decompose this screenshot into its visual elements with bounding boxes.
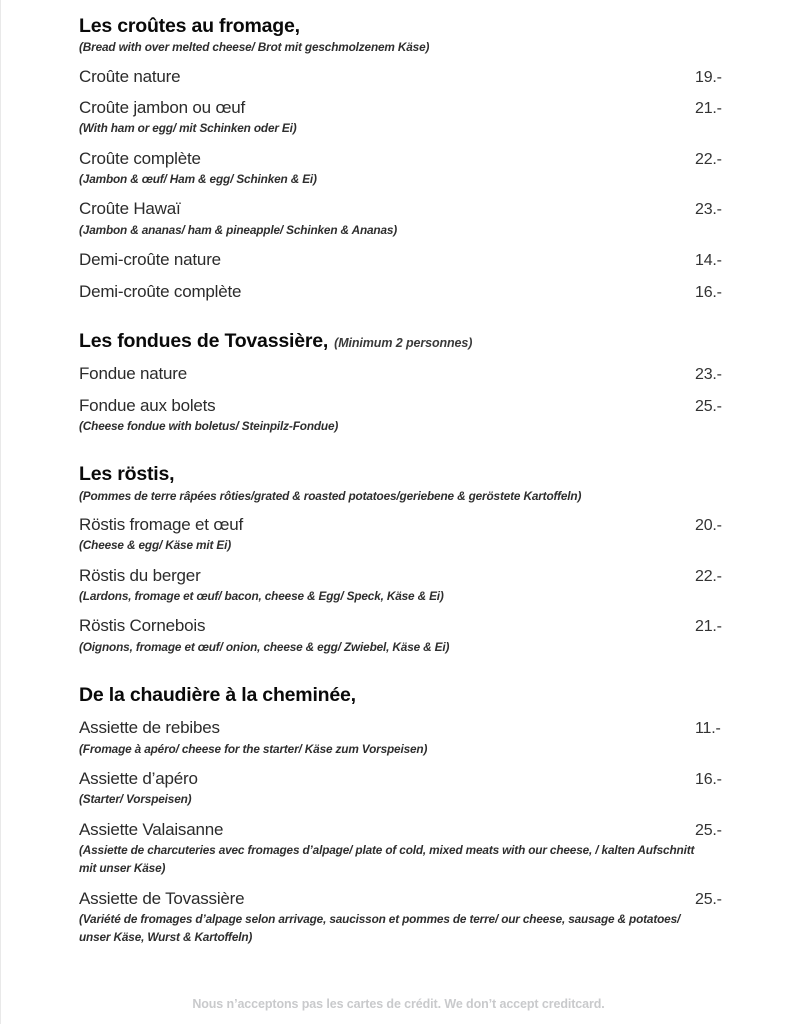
menu-item-description: (With ham or egg/ mit Schinken oder Ei) bbox=[79, 121, 297, 136]
menu-item-description: (Lardons, fromage et œuf/ bacon, cheese & Egg/ Speck, Käse & Ei) bbox=[79, 589, 444, 604]
menu-item bbox=[79, 98, 779, 138]
menu-item-row bbox=[79, 769, 779, 789]
section-heading bbox=[79, 683, 779, 707]
menu-item bbox=[79, 769, 779, 809]
menu-item bbox=[79, 250, 779, 270]
section-title: Les röstis, bbox=[79, 463, 175, 486]
section-heading bbox=[79, 462, 779, 486]
menu-item-price: 11.- bbox=[695, 720, 721, 738]
section-title: Les croûtes au fromage, bbox=[79, 15, 300, 37]
menu-item-price: 22.- bbox=[695, 150, 722, 168]
menu-item-name: Röstis du berger bbox=[79, 565, 201, 585]
menu-item-row bbox=[79, 515, 779, 535]
menu-item-price: 25.- bbox=[695, 397, 722, 415]
menu-item-price: 21.- bbox=[695, 100, 722, 118]
menu-item-row bbox=[79, 282, 779, 302]
menu-item-name: Demi-croûte nature bbox=[79, 250, 221, 270]
menu-item bbox=[79, 889, 779, 947]
menu-item-description: (Jambon & œuf/ Ham & egg/ Schinken & Ei) bbox=[79, 172, 317, 187]
menu-item-description: (Jambon & ananas/ ham & pineapple/ Schinken & Ananas) bbox=[79, 222, 398, 237]
menu-item-row bbox=[79, 820, 779, 840]
menu-item-price: 23.- bbox=[695, 366, 722, 384]
menu-item-row bbox=[79, 67, 779, 87]
menu-item-description: (Fromage à apéro/ cheese for the starter/ Käse zum Vorspeisen) bbox=[79, 741, 428, 756]
menu-item-row bbox=[79, 199, 779, 219]
menu-item bbox=[79, 396, 779, 436]
menu-item-row bbox=[79, 889, 779, 909]
menu-item bbox=[79, 820, 779, 878]
menu-item-description: (Cheese & egg/ Käse mit Ei) bbox=[79, 538, 231, 553]
menu-item-name: Röstis Cornebois bbox=[79, 616, 206, 636]
menu-item-price: 16.- bbox=[695, 771, 722, 789]
menu-item bbox=[79, 67, 779, 87]
menu-item-price: 22.- bbox=[695, 567, 722, 585]
menu-item-name: Croûte jambon ou œuf bbox=[79, 98, 246, 118]
menu-item-row bbox=[79, 616, 779, 636]
menu-section bbox=[79, 14, 779, 302]
menu-item-row bbox=[79, 149, 779, 169]
menu-item-name: Croûte Hawaï bbox=[79, 199, 181, 219]
menu-item-name: Fondue nature bbox=[79, 364, 187, 384]
menu-section bbox=[79, 462, 779, 656]
menu-item-price: 16.- bbox=[695, 283, 722, 301]
menu-item-name: Croûte nature bbox=[79, 66, 181, 86]
menu-item-description: (Assiette de charcuteries avec fromages d’alpage/ plate of cold, mixed meats with our cheese, / kalten Aufschnitt mit unser Käse) bbox=[79, 843, 695, 876]
menu-item bbox=[79, 199, 779, 239]
menu-item-name: Röstis fromage et œuf bbox=[79, 515, 243, 535]
menu-item-price: 21.- bbox=[695, 618, 722, 636]
menu-item-description: (Variété de fromages d’alpage selon arrivage, saucisson et pommes de terre/ our cheese, sausage & potatoes/ unser Käse, Wurst & Kartoffeln) bbox=[79, 912, 681, 945]
menu-item-name: Assiette de Tovassière bbox=[79, 888, 245, 908]
menu-item-row bbox=[79, 566, 779, 586]
menu-item-row bbox=[79, 250, 779, 270]
menu-item-row bbox=[79, 364, 779, 384]
menu-item-row bbox=[79, 98, 779, 118]
section-subtitle: (Pommes de terre râpées rôties/grated & roasted potatoes/geriebene & geröstete Kartoffeln) bbox=[79, 488, 582, 503]
menu-item-description: (Cheese fondue with boletus/ Steinpilz-Fondue) bbox=[79, 419, 339, 434]
section-subtitle: (Bread with over melted cheese/ Brot mit geschmolzenem Käse) bbox=[79, 40, 430, 55]
menu-item-name: Assiette de rebibes bbox=[79, 718, 220, 738]
menu-item-name: Assiette d’apéro bbox=[79, 769, 198, 789]
menu-item-name: Assiette Valaisanne bbox=[79, 819, 224, 839]
menu-item bbox=[79, 566, 779, 606]
menu-item-description: (Starter/ Vorspeisen) bbox=[79, 792, 192, 807]
section-heading bbox=[79, 14, 779, 38]
menu-item-row bbox=[79, 718, 779, 738]
menu-item-name: Croûte complète bbox=[79, 148, 201, 168]
menu-item-price: 14.- bbox=[695, 252, 722, 270]
section-title: Les fondues de Tovassière, bbox=[79, 329, 329, 352]
menu-section bbox=[79, 329, 779, 435]
menu-content bbox=[79, 14, 779, 947]
menu-item bbox=[79, 364, 779, 384]
menu-item bbox=[79, 282, 779, 302]
menu-item-name: Demi-croûte complète bbox=[79, 281, 242, 301]
menu-item-price: 25.- bbox=[695, 821, 722, 839]
menu-item-price: 25.- bbox=[695, 890, 722, 908]
menu-item-price: 23.- bbox=[695, 201, 722, 219]
menu-item bbox=[79, 616, 779, 656]
menu-item bbox=[79, 718, 779, 758]
payment-notice: Nous n’acceptons pas les cartes de crédit. We don’t accept creditcard. bbox=[192, 997, 605, 1011]
menu-item bbox=[79, 149, 779, 189]
section-note: (Minimum 2 personnes) bbox=[334, 335, 473, 350]
menu-item-description: (Oignons, fromage et œuf/ onion, cheese & egg/ Zwiebel, Käse & Ei) bbox=[79, 639, 450, 654]
menu-item-row bbox=[79, 396, 779, 416]
menu-item-name: Fondue aux bolets bbox=[79, 395, 216, 415]
section-heading bbox=[79, 329, 779, 353]
menu-item-price: 19.- bbox=[695, 68, 722, 86]
section-title: De la chaudière à la cheminée, bbox=[79, 684, 356, 707]
menu-item-price: 20.- bbox=[695, 517, 722, 535]
menu-item bbox=[79, 515, 779, 555]
menu-section bbox=[79, 683, 779, 947]
